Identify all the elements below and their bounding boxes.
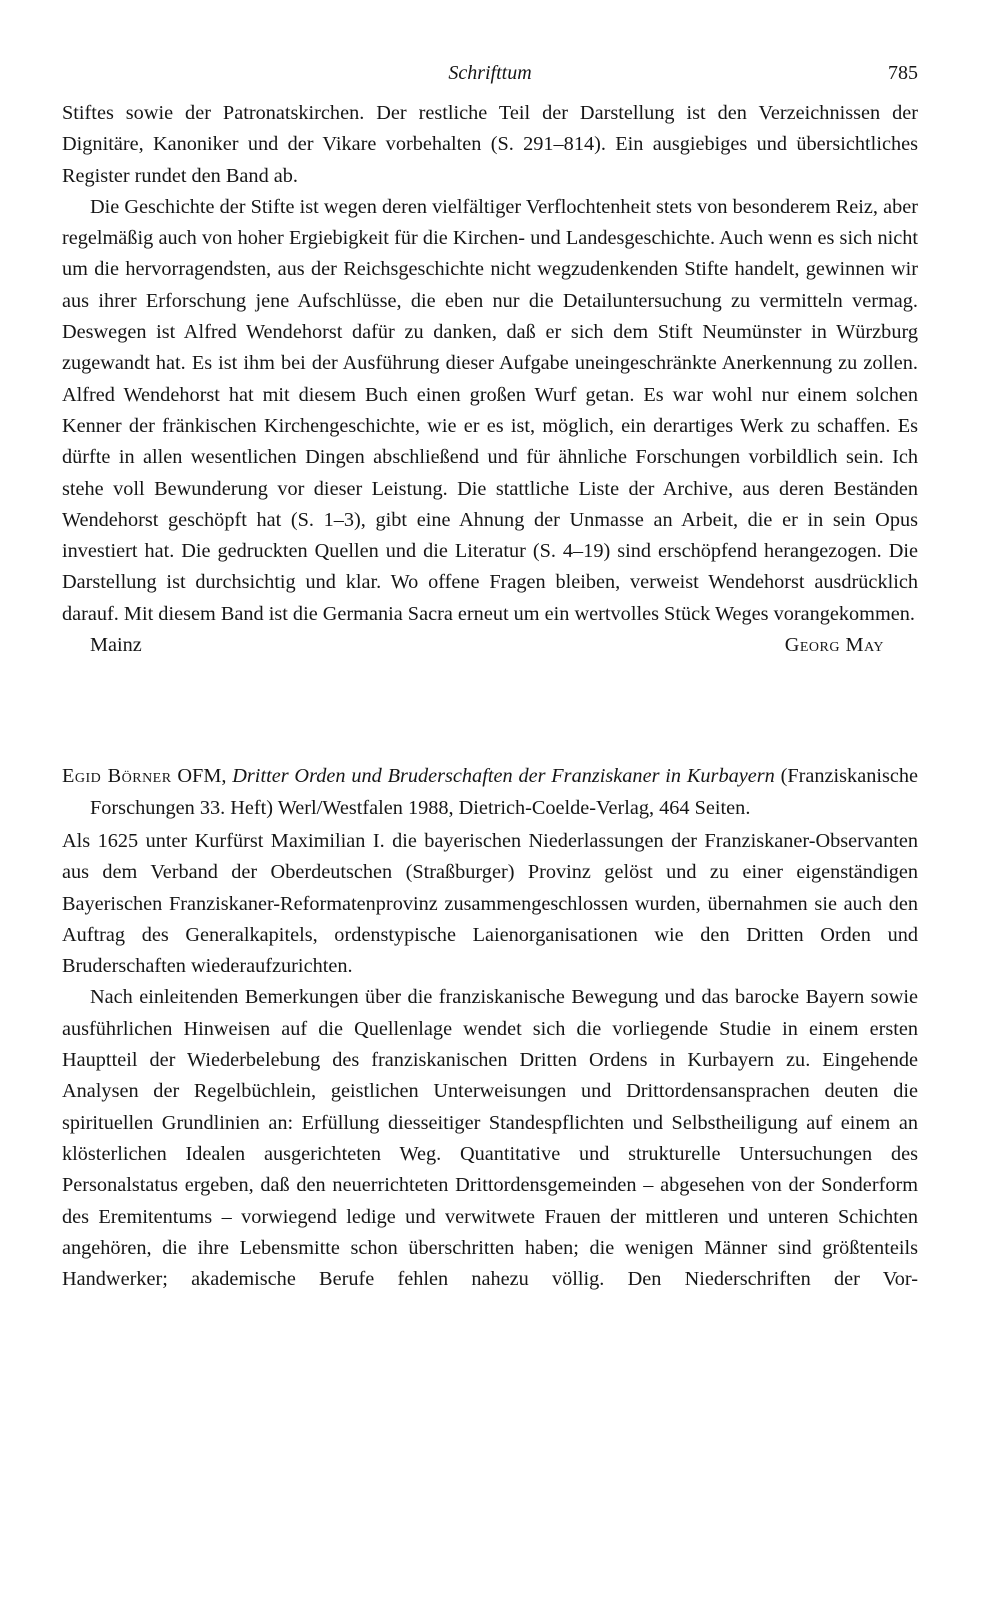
running-head xyxy=(62,62,918,98)
signature-author: Georg May xyxy=(784,634,884,657)
reviewed-book-title: Dritter Orden und Bruderschaften der Franziskaner in Kurbayern xyxy=(232,765,775,788)
review-2-heading xyxy=(62,761,918,824)
review-1-signature xyxy=(62,630,918,661)
review-2-paragraph-2: Nach einleitenden Bemerkungen über die franziskanische Bewegung und das barocke Bayern sowie ausführlichen Hinweisen auf die Quellenlage wendet sich die vorliegende Studie in einem ersten Hauptteil der Wiederbelebung des franziskanischen Dritten Ordens in Kurbayern zu. Eingehende Analysen der Regelbüchlein, geistlichen Unterweisungen und Drittordensansprachen deuten die spirituellen Grundlinien an: Erfüllung diesseitiger Standespflichten und Selbstheiligung auf einem an klösterlichen Idealen ausgerichteten Weg. Quantitative und strukturelle Untersuchungen des Personalstatus ergeben, daß den neuerrichteten Drittordensgemeinden – abgesehen von der Sonderform des Eremitentums – vorwiegend ledige und verwitwete Frauen der mittleren und unteren Schichten angehören, die ihre Lebensmitte schon überschritten haben; die wenigen Männer sind größtenteils Handwerker; akademische Berufe fehlen nahezu völlig. Den Niederschriften der Vor- xyxy=(62,986,918,1291)
signature-place: Mainz xyxy=(90,634,142,657)
review-2-paragraph-1: Als 1625 unter Kurfürst Maximilian I. die bayerischen Niederlassungen der Franziskaner-Observanten aus dem Verband der Oberdeutschen (Straßburger) Provinz gelöst und zu einer eigenständigen Bayerischen Franziskaner-Reformatenprovinz zusammengeschlossen wurden, übernahmen sie auch den Auftrag des Generalkapitels, ordenstypische Laienorganisationen wie den Dritten Orden und Bruderschaften wiederaufzurichten. xyxy=(62,829,918,978)
running-title: Schrifttum xyxy=(448,62,532,84)
reviewed-author-order: OFM, xyxy=(171,765,233,788)
section-gap xyxy=(62,661,918,761)
book-page xyxy=(62,62,918,1295)
review-1-paragraph-2: Die Geschichte der Stifte ist wegen deren vielfältiger Verflochtenheit stets von besonderem Reiz, aber regelmäßig auch von hoher Ergiebigkeit für die Kirchen- und Landesgeschichte. Auch wenn es sich nicht um die hervorragendsten, aus der Reichsgeschichte nicht wegzudenkenden Stifte handelt, gewinnen wir aus ihrer Erforschung jene Aufschlüsse, die eben nur die Detailuntersuchung zu vermitteln vermag. Deswegen ist Alfred Wendehorst dafür zu danken, daß er sich dem Stift Neumünster in Würzburg zugewandt hat. Es ist ihm bei der Ausführung dieser Aufgabe uneingeschränkte Anerkennung zu zollen. Alfred Wendehorst hat mit diesem Buch einen großen Wurf getan. Es war wohl nur einem solchen Kenner der fränkischen Kirchengeschichte, wie er es ist, möglich, ein derartiges Werk zu schaffen. Es dürfte in allen wesentlichen Dingen abschließend und für ähnliche Forschungen vorbildlich sein. Ich stehe voll Bewunderung vor dieser Leistung. Die stattliche Liste der Archive, aus deren Beständen Wendehorst geschöpft hat (S. 1–3), gibt eine Ahnung der Unmasse an Arbeit, die er in sein Opus investiert hat. Die gedruckten Quellen und die Literatur (S. 4–19) sind erschöpfend herangezogen. Die Darstellung ist durchsichtig und klar. Wo offene Fragen bleiben, verweist Wendehorst ausdrücklich darauf. Mit diesem Band ist die Germania Sacra erneut um ein wertvolles Stück Weges vorangekommen. xyxy=(62,195,918,625)
page-number: 785 xyxy=(888,62,918,84)
reviewed-author: Egid Börner xyxy=(62,765,172,788)
review-1-paragraph-1: Stiftes sowie der Patronatskirchen. Der restliche Teil der Darstellung ist den Verzeichnissen der Dignitäre, Kanoniker und der Vikare vorbehalten (S. 291–814). Ein ausgiebiges und übersichtliches Register rundet den Band ab. xyxy=(62,102,918,187)
reviewed-book-bibliography: (Franziskanische Forschungen 33. Heft) Werl/Westfalen 1988, Dietrich-Coelde-Verlag, 464 Seiten. xyxy=(90,765,919,819)
